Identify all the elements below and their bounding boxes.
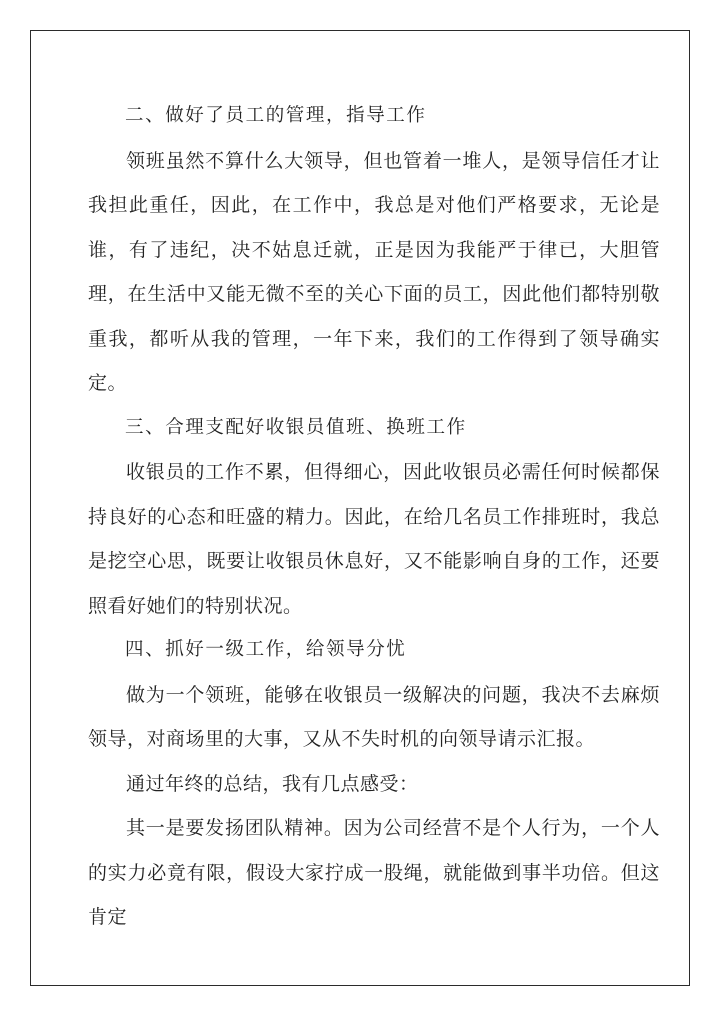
section-heading-3: 三、合理支配好收银员值班、换班工作 [125,416,467,438]
section-heading-4: 四、抓好一级工作，给领导分忧 [125,639,407,660]
body-paragraph: 其一是要发扬团队精神。因为公司经营不是个人行为，一个人的实力必竟有限，假设大家拧成一股绳，就能做到事半功倍。但这肯定 [88,817,660,928]
body-paragraph: 做为一个领班，能够在收银员一级解决的问题，我决不去麻烦领导，对商场里的大事，又从不失时机的向领导请示汇报。 [88,683,660,750]
body-paragraph: 收银员的工作不累，但得细心，因此收银员必需任何时候都保持良好的心态和旺盛的精力。因此，在给几名员工作排班时，我总是挖空心思，既要让收银员休息好，又不能影响自身的工作，还要照看好她们的特别状况。 [88,461,660,617]
body-paragraph: 通过年终的总结，我有几点感受： [126,772,419,795]
body-paragraph: 领班虽然不算什么大领导，但也管着一堆人，是领导信任才让我担此重任，因此，在工作中，我总是对他们严格要求，无论是谁，有了违纪，决不姑息迁就，正是因为我能严于律已，大胆管理，在生活中又能无微不至的关心下面的员工，因此他们都特别敬重我，都听从我的管理，一年下来，我们的工作得到了领导确实定。 [88,149,660,394]
section-heading-2: 二、做好了员工的管理，指导工作 [125,105,427,126]
document-body [88,94,660,940]
